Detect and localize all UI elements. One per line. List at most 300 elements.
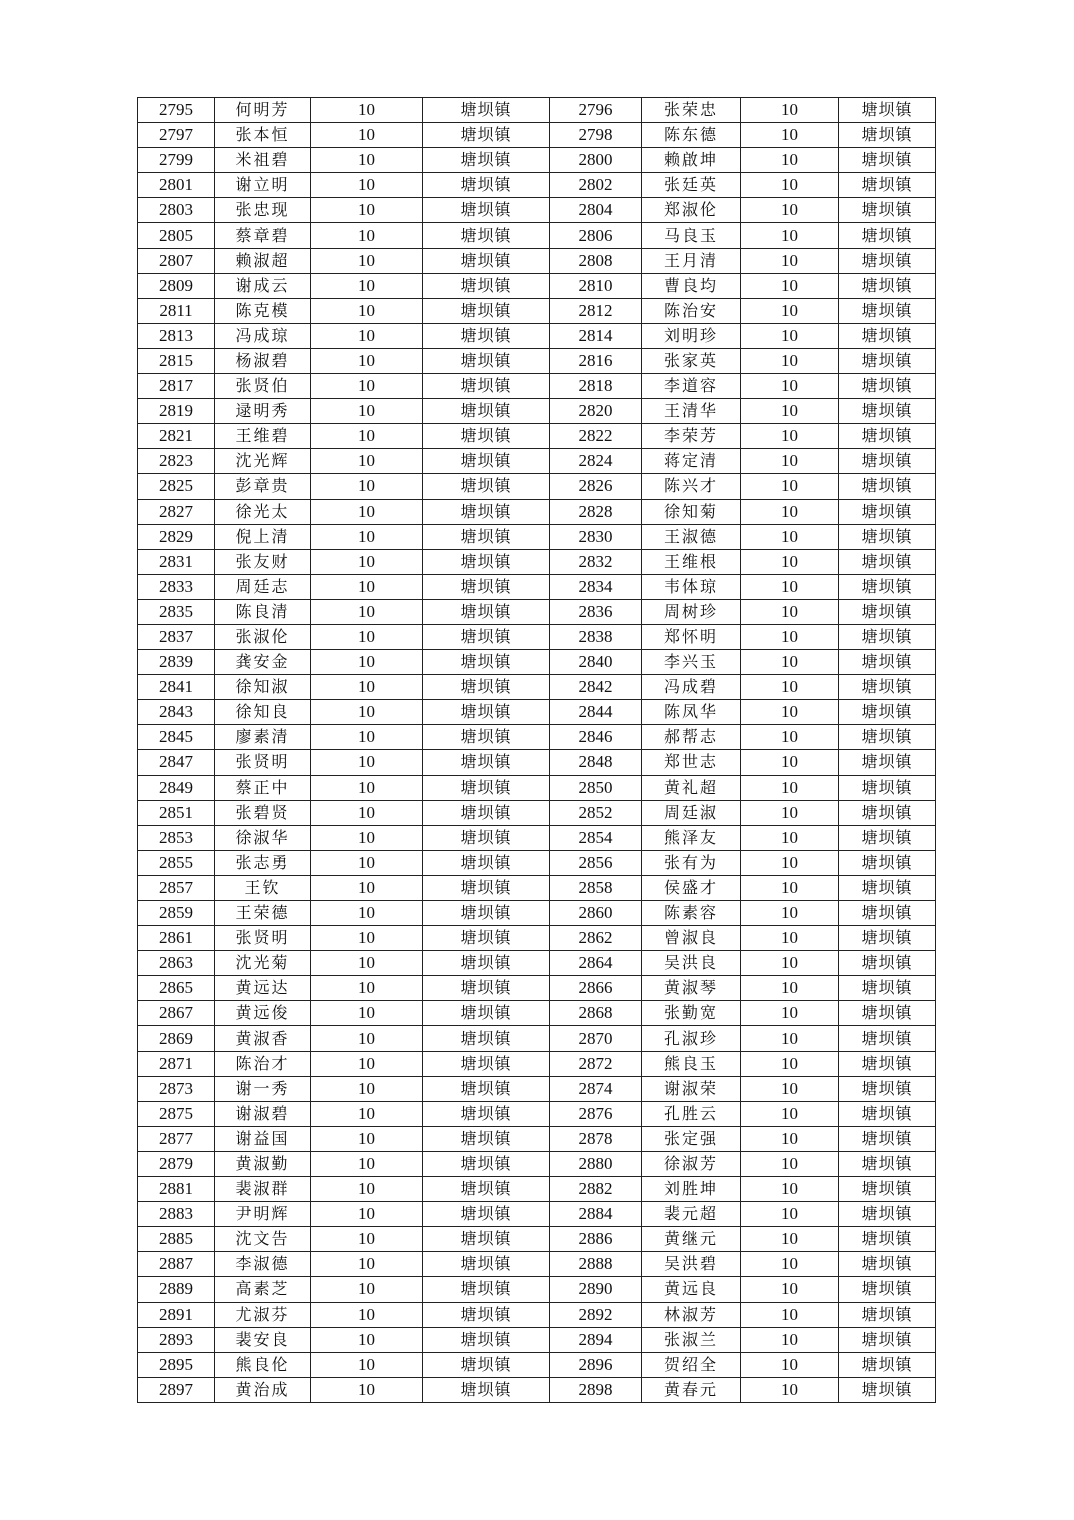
town-cell: 塘坝镇 [423, 298, 550, 323]
table-row [138, 700, 936, 725]
town-cell: 塘坝镇 [423, 574, 550, 599]
table-row [138, 1377, 936, 1402]
town-cell: 塘坝镇 [423, 223, 550, 248]
entry-number-cell: 2871 [138, 1051, 215, 1076]
town-cell: 塘坝镇 [423, 1026, 550, 1051]
table-row [138, 399, 936, 424]
amount-cell: 10 [311, 148, 423, 173]
person-name-cell: 孔胜云 [642, 1101, 741, 1126]
person-name-cell: 裴元超 [642, 1202, 741, 1227]
amount-cell: 10 [311, 825, 423, 850]
amount-cell: 10 [311, 1001, 423, 1026]
table-row [138, 951, 936, 976]
town-cell: 塘坝镇 [839, 850, 936, 875]
amount-cell: 10 [311, 675, 423, 700]
town-cell: 塘坝镇 [423, 173, 550, 198]
town-cell: 塘坝镇 [423, 1377, 550, 1402]
table-row [138, 1302, 936, 1327]
entry-number-cell: 2879 [138, 1151, 215, 1176]
person-name-cell: 王维根 [642, 549, 741, 574]
town-cell: 塘坝镇 [423, 850, 550, 875]
person-name-cell: 徐淑华 [215, 825, 311, 850]
person-name-cell: 陈兴才 [642, 474, 741, 499]
town-cell: 塘坝镇 [423, 875, 550, 900]
town-cell: 塘坝镇 [839, 374, 936, 399]
person-name-cell: 谢淑碧 [215, 1101, 311, 1126]
person-name-cell: 王月清 [642, 248, 741, 273]
table-row [138, 1352, 936, 1377]
amount-cell: 10 [741, 1377, 839, 1402]
person-name-cell: 倪上清 [215, 524, 311, 549]
town-cell: 塘坝镇 [423, 524, 550, 549]
entry-number-cell: 2810 [550, 273, 642, 298]
person-name-cell: 郝帮志 [642, 725, 741, 750]
town-cell: 塘坝镇 [423, 599, 550, 624]
amount-cell: 10 [311, 624, 423, 649]
town-cell: 塘坝镇 [839, 1101, 936, 1126]
entry-number-cell: 2840 [550, 650, 642, 675]
person-name-cell: 吴洪良 [642, 951, 741, 976]
entry-number-cell: 2819 [138, 399, 215, 424]
person-name-cell: 熊良伦 [215, 1352, 311, 1377]
entry-number-cell: 2825 [138, 474, 215, 499]
amount-cell: 10 [741, 850, 839, 875]
person-name-cell: 黄春元 [642, 1377, 741, 1402]
entry-number-cell: 2859 [138, 901, 215, 926]
person-name-cell: 黄淑勤 [215, 1151, 311, 1176]
person-name-cell: 龚安金 [215, 650, 311, 675]
person-name-cell: 张贤明 [215, 926, 311, 951]
town-cell: 塘坝镇 [423, 675, 550, 700]
amount-cell: 10 [311, 273, 423, 298]
amount-cell: 10 [741, 976, 839, 1001]
person-name-cell: 徐知良 [215, 700, 311, 725]
town-cell: 塘坝镇 [423, 1151, 550, 1176]
table-row [138, 198, 936, 223]
person-name-cell: 李道容 [642, 374, 741, 399]
person-name-cell: 曹良均 [642, 273, 741, 298]
amount-cell: 10 [741, 750, 839, 775]
table-row [138, 1101, 936, 1126]
person-name-cell: 郑怀明 [642, 624, 741, 649]
entry-number-cell: 2826 [550, 474, 642, 499]
town-cell: 塘坝镇 [423, 1227, 550, 1252]
person-name-cell: 周廷志 [215, 574, 311, 599]
amount-cell: 10 [311, 1252, 423, 1277]
amount-cell: 10 [741, 173, 839, 198]
entry-number-cell: 2833 [138, 574, 215, 599]
entry-number-cell: 2815 [138, 348, 215, 373]
person-name-cell: 徐淑芳 [642, 1151, 741, 1176]
person-name-cell: 张贤伯 [215, 374, 311, 399]
person-name-cell: 孔淑珍 [642, 1026, 741, 1051]
person-name-cell: 谢益国 [215, 1126, 311, 1151]
entry-number-cell: 2822 [550, 424, 642, 449]
amount-cell: 10 [311, 1126, 423, 1151]
person-name-cell: 沈文告 [215, 1227, 311, 1252]
table-row [138, 1076, 936, 1101]
table-row [138, 1327, 936, 1352]
table-row [138, 323, 936, 348]
person-name-cell: 张碧贤 [215, 800, 311, 825]
town-cell: 塘坝镇 [423, 248, 550, 273]
amount-cell: 10 [741, 825, 839, 850]
amount-cell: 10 [741, 474, 839, 499]
entry-number-cell: 2886 [550, 1227, 642, 1252]
town-cell: 塘坝镇 [839, 1252, 936, 1277]
entry-number-cell: 2884 [550, 1202, 642, 1227]
person-name-cell: 张忠现 [215, 198, 311, 223]
town-cell: 塘坝镇 [839, 1327, 936, 1352]
person-name-cell: 周树珍 [642, 599, 741, 624]
town-cell: 塘坝镇 [839, 1177, 936, 1202]
entry-number-cell: 2846 [550, 725, 642, 750]
person-name-cell: 徐光太 [215, 499, 311, 524]
town-cell: 塘坝镇 [423, 474, 550, 499]
town-cell: 塘坝镇 [839, 273, 936, 298]
entry-number-cell: 2898 [550, 1377, 642, 1402]
amount-cell: 10 [311, 1277, 423, 1302]
amount-cell: 10 [741, 951, 839, 976]
person-name-cell: 黄淑琴 [642, 976, 741, 1001]
town-cell: 塘坝镇 [423, 273, 550, 298]
table-row [138, 173, 936, 198]
person-name-cell: 赖啟坤 [642, 148, 741, 173]
person-name-cell: 张淑兰 [642, 1327, 741, 1352]
table-row [138, 725, 936, 750]
amount-cell: 10 [741, 1101, 839, 1126]
entry-number-cell: 2827 [138, 499, 215, 524]
entry-number-cell: 2798 [550, 123, 642, 148]
entry-number-cell: 2891 [138, 1302, 215, 1327]
amount-cell: 10 [311, 951, 423, 976]
person-name-cell: 裴安良 [215, 1327, 311, 1352]
amount-cell: 10 [311, 725, 423, 750]
amount-cell: 10 [311, 1202, 423, 1227]
entry-number-cell: 2895 [138, 1352, 215, 1377]
entry-number-cell: 2888 [550, 1252, 642, 1277]
amount-cell: 10 [741, 1177, 839, 1202]
town-cell: 塘坝镇 [839, 1302, 936, 1327]
table-row [138, 298, 936, 323]
entry-number-cell: 2832 [550, 549, 642, 574]
table-row [138, 1202, 936, 1227]
person-name-cell: 熊良玉 [642, 1051, 741, 1076]
table-row [138, 1051, 936, 1076]
person-name-cell: 曾淑良 [642, 926, 741, 951]
table-row [138, 474, 936, 499]
amount-cell: 10 [741, 1001, 839, 1026]
person-name-cell: 李兴玉 [642, 650, 741, 675]
person-name-cell: 沈光辉 [215, 449, 311, 474]
town-cell: 塘坝镇 [839, 223, 936, 248]
entry-number-cell: 2853 [138, 825, 215, 850]
town-cell: 塘坝镇 [839, 1352, 936, 1377]
town-cell: 塘坝镇 [423, 1051, 550, 1076]
town-cell: 塘坝镇 [839, 574, 936, 599]
entry-number-cell: 2848 [550, 750, 642, 775]
entry-number-cell: 2811 [138, 298, 215, 323]
amount-cell: 10 [311, 1051, 423, 1076]
entry-number-cell: 2852 [550, 800, 642, 825]
town-cell: 塘坝镇 [423, 323, 550, 348]
person-name-cell: 李荣芳 [642, 424, 741, 449]
person-name-cell: 冯成琼 [215, 323, 311, 348]
table-row [138, 1126, 936, 1151]
table-row [138, 549, 936, 574]
amount-cell: 10 [741, 1252, 839, 1277]
person-name-cell: 黄远良 [642, 1277, 741, 1302]
person-name-cell: 王淑德 [642, 524, 741, 549]
amount-cell: 10 [741, 1302, 839, 1327]
amount-cell: 10 [741, 650, 839, 675]
town-cell: 塘坝镇 [423, 1327, 550, 1352]
table-row [138, 1277, 936, 1302]
town-cell: 塘坝镇 [423, 725, 550, 750]
amount-cell: 10 [741, 248, 839, 273]
town-cell: 塘坝镇 [839, 1126, 936, 1151]
person-name-cell: 吴洪碧 [642, 1252, 741, 1277]
person-name-cell: 尹明辉 [215, 1202, 311, 1227]
entry-number-cell: 2864 [550, 951, 642, 976]
entry-number-cell: 2881 [138, 1177, 215, 1202]
table-row [138, 599, 936, 624]
person-name-cell: 谢立明 [215, 173, 311, 198]
town-cell: 塘坝镇 [839, 650, 936, 675]
table-row [138, 675, 936, 700]
amount-cell: 10 [311, 399, 423, 424]
person-name-cell: 张贤明 [215, 750, 311, 775]
amount-cell: 10 [741, 599, 839, 624]
person-name-cell: 谢一秀 [215, 1076, 311, 1101]
entry-number-cell: 2828 [550, 499, 642, 524]
entry-number-cell: 2812 [550, 298, 642, 323]
amount-cell: 10 [741, 875, 839, 900]
entry-number-cell: 2889 [138, 1277, 215, 1302]
town-cell: 塘坝镇 [839, 348, 936, 373]
person-name-cell: 侯盛才 [642, 875, 741, 900]
amount-cell: 10 [741, 449, 839, 474]
person-name-cell: 蒋定清 [642, 449, 741, 474]
amount-cell: 10 [741, 1227, 839, 1252]
amount-cell: 10 [311, 1302, 423, 1327]
table-row [138, 1001, 936, 1026]
entry-number-cell: 2803 [138, 198, 215, 223]
amount-cell: 10 [311, 875, 423, 900]
town-cell: 塘坝镇 [839, 449, 936, 474]
person-name-cell: 周廷淑 [642, 800, 741, 825]
entry-number-cell: 2839 [138, 650, 215, 675]
amount-cell: 10 [311, 298, 423, 323]
entry-number-cell: 2829 [138, 524, 215, 549]
entry-number-cell: 2830 [550, 524, 642, 549]
amount-cell: 10 [741, 1026, 839, 1051]
person-name-cell: 蔡章碧 [215, 223, 311, 248]
town-cell: 塘坝镇 [423, 1001, 550, 1026]
entry-number-cell: 2809 [138, 273, 215, 298]
table-row [138, 1227, 936, 1252]
person-name-cell: 王钦 [215, 875, 311, 900]
entry-number-cell: 2858 [550, 875, 642, 900]
town-cell: 塘坝镇 [839, 875, 936, 900]
person-name-cell: 王荣德 [215, 901, 311, 926]
town-cell: 塘坝镇 [839, 549, 936, 574]
town-cell: 塘坝镇 [839, 901, 936, 926]
amount-cell: 10 [311, 926, 423, 951]
person-name-cell: 马良玉 [642, 223, 741, 248]
entry-number-cell: 2865 [138, 976, 215, 1001]
town-cell: 塘坝镇 [839, 298, 936, 323]
amount-cell: 10 [741, 800, 839, 825]
town-cell: 塘坝镇 [423, 650, 550, 675]
person-name-cell: 蔡正中 [215, 775, 311, 800]
town-cell: 塘坝镇 [839, 1026, 936, 1051]
person-name-cell: 杨淑碧 [215, 348, 311, 373]
entry-number-cell: 2862 [550, 926, 642, 951]
amount-cell: 10 [311, 1177, 423, 1202]
table-row [138, 424, 936, 449]
town-cell: 塘坝镇 [423, 926, 550, 951]
entry-number-cell: 2887 [138, 1252, 215, 1277]
amount-cell: 10 [311, 424, 423, 449]
person-name-cell: 王清华 [642, 399, 741, 424]
entry-number-cell: 2870 [550, 1026, 642, 1051]
table-row [138, 750, 936, 775]
person-name-cell: 何明芳 [215, 98, 311, 123]
entry-number-cell: 2835 [138, 599, 215, 624]
person-name-cell: 熊泽友 [642, 825, 741, 850]
amount-cell: 10 [311, 1227, 423, 1252]
table-row [138, 449, 936, 474]
entry-number-cell: 2874 [550, 1076, 642, 1101]
amount-cell: 10 [741, 926, 839, 951]
person-name-cell: 郑淑伦 [642, 198, 741, 223]
town-cell: 塘坝镇 [839, 499, 936, 524]
amount-cell: 10 [741, 524, 839, 549]
table-row [138, 348, 936, 373]
entry-number-cell: 2806 [550, 223, 642, 248]
amount-cell: 10 [741, 123, 839, 148]
table-row [138, 524, 936, 549]
town-cell: 塘坝镇 [839, 1001, 936, 1026]
town-cell: 塘坝镇 [839, 524, 936, 549]
amount-cell: 10 [741, 1151, 839, 1176]
person-name-cell: 黄礼超 [642, 775, 741, 800]
town-cell: 塘坝镇 [839, 825, 936, 850]
person-name-cell: 李淑德 [215, 1252, 311, 1277]
amount-cell: 10 [311, 524, 423, 549]
entry-number-cell: 2814 [550, 323, 642, 348]
amount-cell: 10 [311, 1076, 423, 1101]
town-cell: 塘坝镇 [423, 1101, 550, 1126]
town-cell: 塘坝镇 [423, 1177, 550, 1202]
town-cell: 塘坝镇 [423, 424, 550, 449]
entry-number-cell: 2868 [550, 1001, 642, 1026]
entry-number-cell: 2845 [138, 725, 215, 750]
person-name-cell: 谢淑荣 [642, 1076, 741, 1101]
entry-number-cell: 2850 [550, 775, 642, 800]
person-name-cell: 韦体琼 [642, 574, 741, 599]
table-row [138, 875, 936, 900]
roster-table [137, 97, 936, 1403]
entry-number-cell: 2797 [138, 123, 215, 148]
town-cell: 塘坝镇 [423, 1302, 550, 1327]
amount-cell: 10 [311, 248, 423, 273]
table-row [138, 1252, 936, 1277]
entry-number-cell: 2890 [550, 1277, 642, 1302]
town-cell: 塘坝镇 [839, 750, 936, 775]
amount-cell: 10 [311, 700, 423, 725]
town-cell: 塘坝镇 [423, 198, 550, 223]
amount-cell: 10 [741, 148, 839, 173]
town-cell: 塘坝镇 [839, 1227, 936, 1252]
person-name-cell: 陈良清 [215, 599, 311, 624]
entry-number-cell: 2836 [550, 599, 642, 624]
amount-cell: 10 [311, 1026, 423, 1051]
person-name-cell: 张定强 [642, 1126, 741, 1151]
table-row [138, 1177, 936, 1202]
amount-cell: 10 [741, 98, 839, 123]
table-row [138, 499, 936, 524]
entry-number-cell: 2892 [550, 1302, 642, 1327]
entry-number-cell: 2843 [138, 700, 215, 725]
person-name-cell: 张荣忠 [642, 98, 741, 123]
entry-number-cell: 2796 [550, 98, 642, 123]
amount-cell: 10 [741, 1202, 839, 1227]
town-cell: 塘坝镇 [423, 976, 550, 1001]
entry-number-cell: 2837 [138, 624, 215, 649]
amount-cell: 10 [311, 449, 423, 474]
amount-cell: 10 [311, 98, 423, 123]
town-cell: 塘坝镇 [423, 1277, 550, 1302]
amount-cell: 10 [741, 198, 839, 223]
amount-cell: 10 [311, 173, 423, 198]
person-name-cell: 黄继元 [642, 1227, 741, 1252]
table-row [138, 248, 936, 273]
amount-cell: 10 [311, 499, 423, 524]
entry-number-cell: 2834 [550, 574, 642, 599]
person-name-cell: 徐知菊 [642, 499, 741, 524]
person-name-cell: 黄远达 [215, 976, 311, 1001]
table-row [138, 624, 936, 649]
town-cell: 塘坝镇 [423, 775, 550, 800]
amount-cell: 10 [741, 1076, 839, 1101]
amount-cell: 10 [741, 1051, 839, 1076]
town-cell: 塘坝镇 [839, 1151, 936, 1176]
amount-cell: 10 [311, 1151, 423, 1176]
entry-number-cell: 2799 [138, 148, 215, 173]
amount-cell: 10 [741, 725, 839, 750]
entry-number-cell: 2841 [138, 675, 215, 700]
amount-cell: 10 [311, 474, 423, 499]
table-row [138, 148, 936, 173]
person-name-cell: 张勤宽 [642, 1001, 741, 1026]
amount-cell: 10 [311, 1327, 423, 1352]
entry-number-cell: 2897 [138, 1377, 215, 1402]
person-name-cell: 张廷英 [642, 173, 741, 198]
amount-cell: 10 [311, 976, 423, 1001]
entry-number-cell: 2813 [138, 323, 215, 348]
amount-cell: 10 [741, 700, 839, 725]
person-name-cell: 陈素容 [642, 901, 741, 926]
table-row [138, 775, 936, 800]
table-row [138, 850, 936, 875]
person-name-cell: 高素芝 [215, 1277, 311, 1302]
person-name-cell: 陈治安 [642, 298, 741, 323]
town-cell: 塘坝镇 [839, 675, 936, 700]
entry-number-cell: 2885 [138, 1227, 215, 1252]
town-cell: 塘坝镇 [839, 1377, 936, 1402]
